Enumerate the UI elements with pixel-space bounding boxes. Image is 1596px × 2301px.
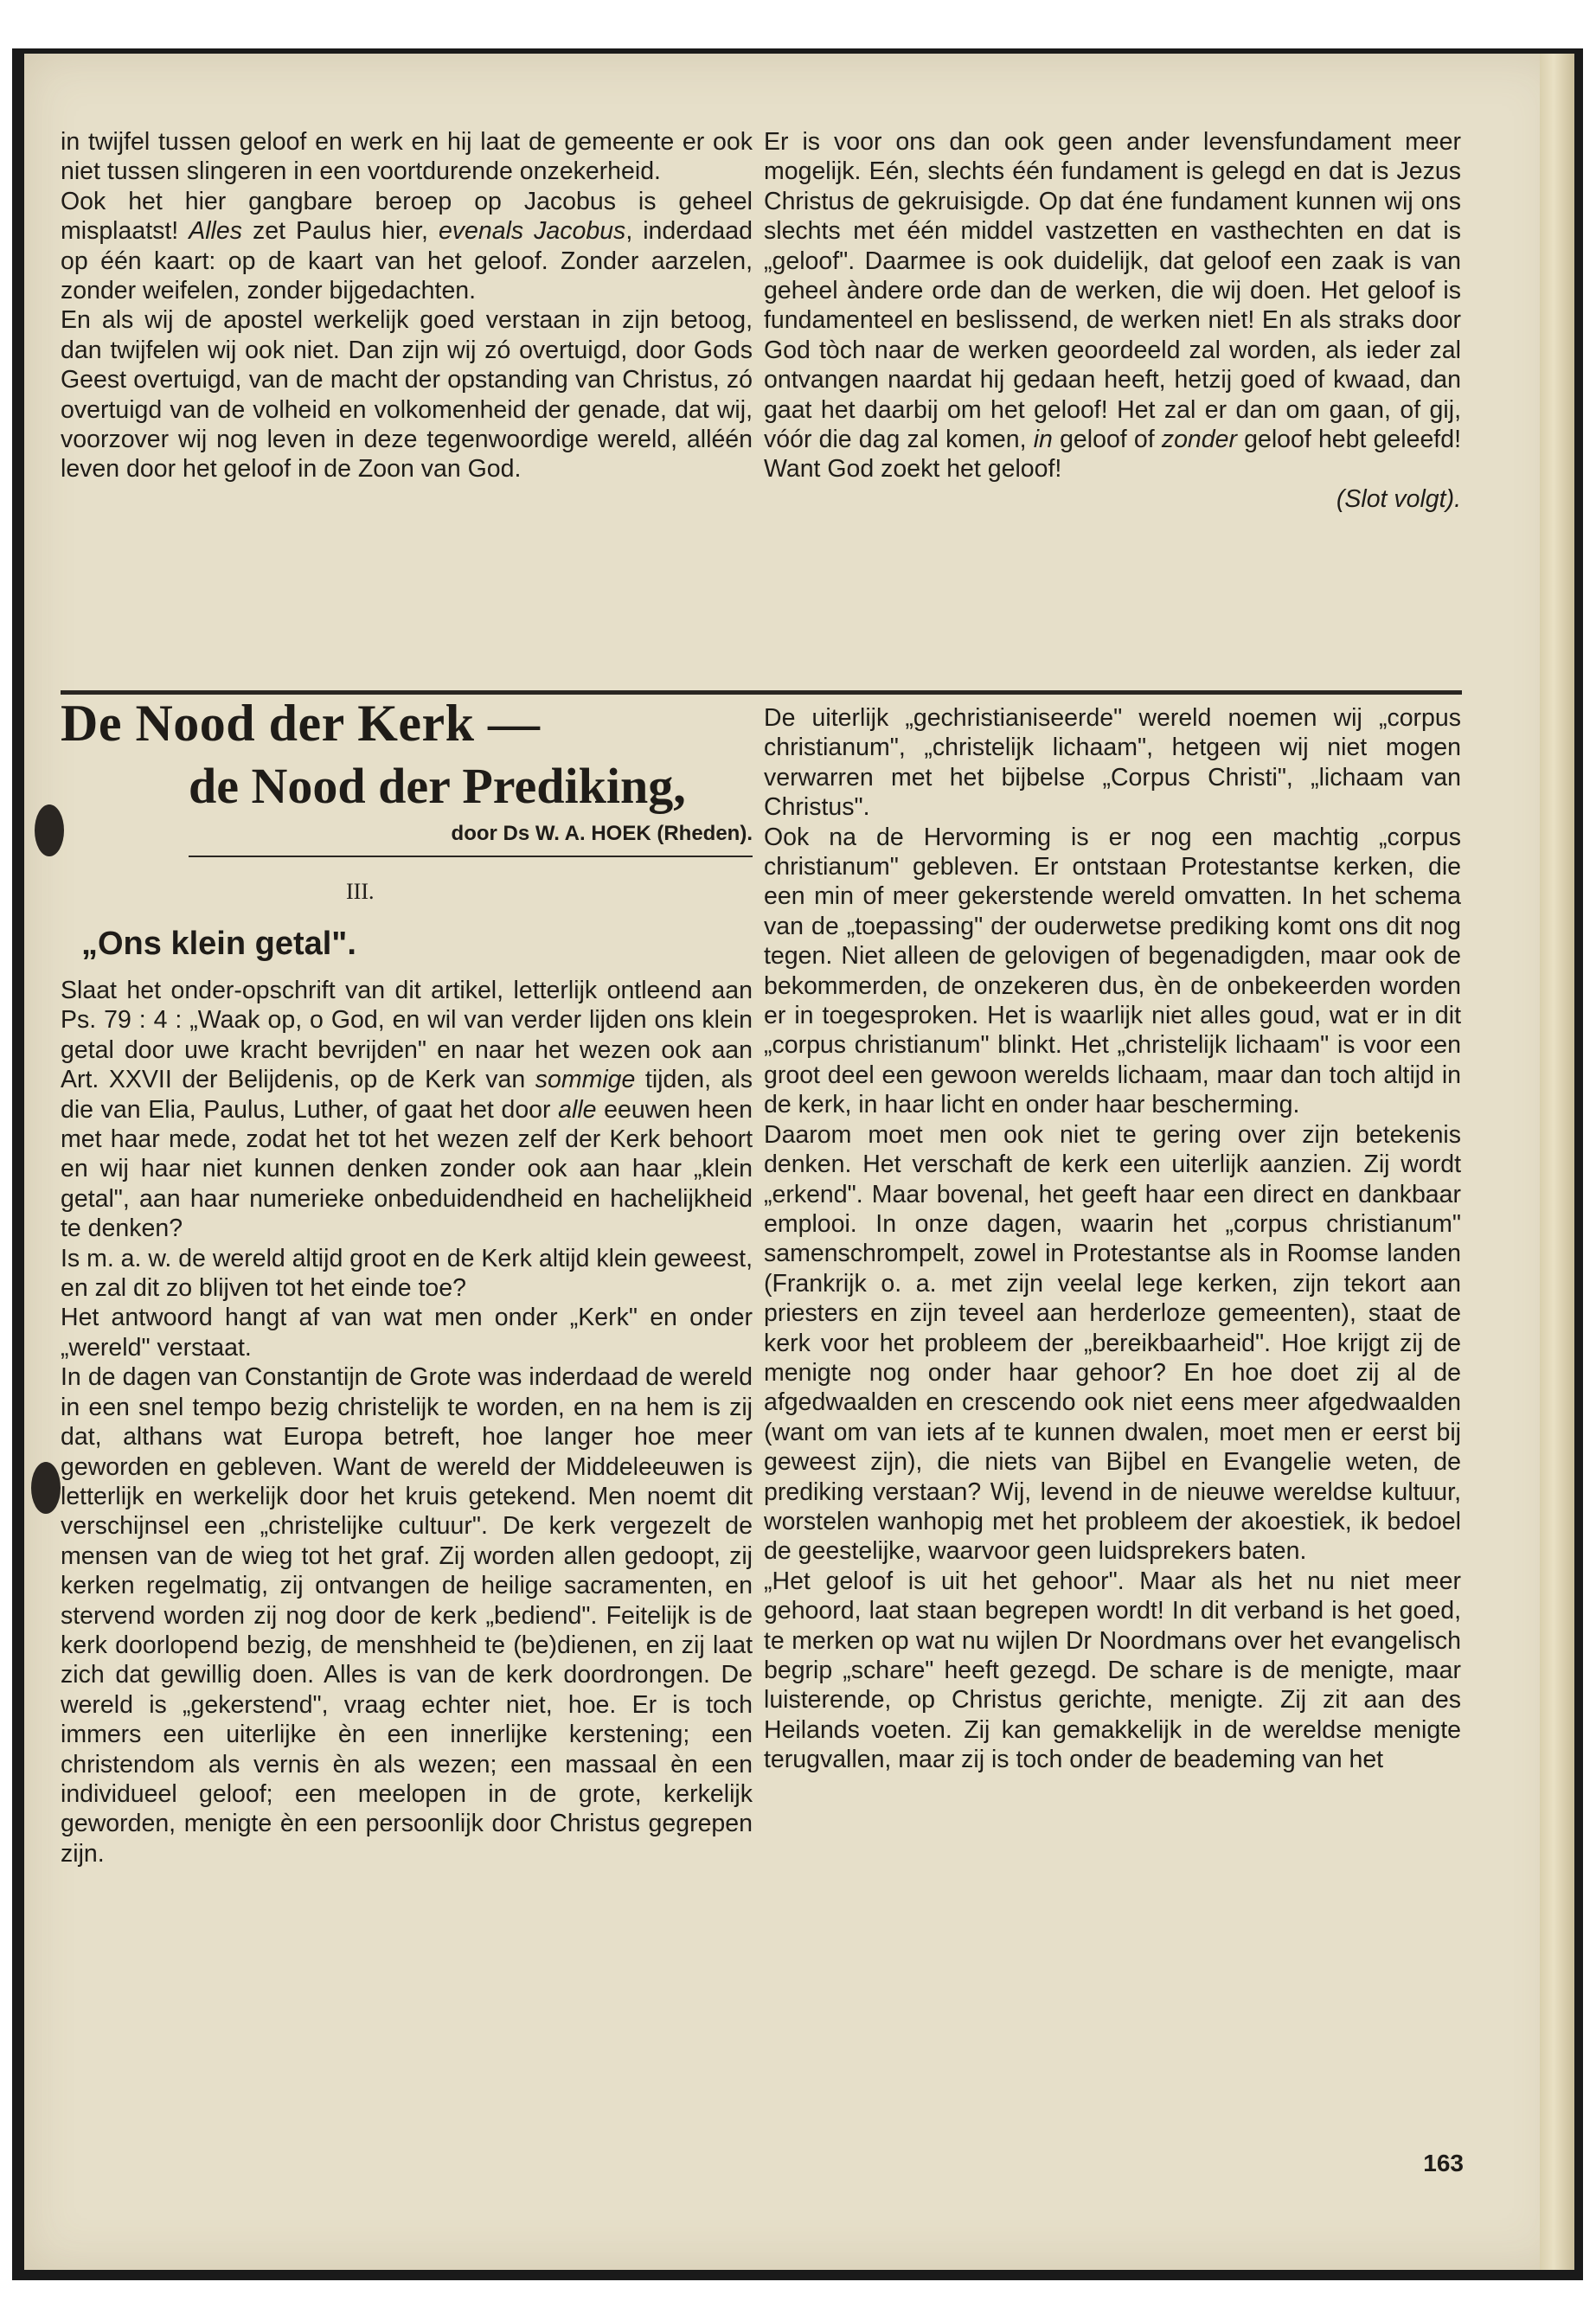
paragraph: Het antwoord hangt af van wat men onder „Kerk" en onder „wereld" verstaat. [61,1304,753,1362]
article-headline-continued: de Nood der Prediking, [189,758,686,814]
paragraph: Is m. a. w. de wereld altijd groot en de Kerk altijd klein geweest, en zal dit zo blijven tot het einde toe? [61,1244,753,1303]
emphasis: sommige [535,1066,636,1094]
paragraph: Ook na de Hervorming is er nog een machtig „corpus christianum" gebleven. Er ontstaan Protestantse kerken, die een min of meer gekerstende wereld omvatten. In het schema van de „toepassing" der ouderwetse prediking komt ons dit nog tegen. Niet alleen de gelovigen of begenadigden, maar ook de bekommerden, de onzekeren dus, èn de onbekeerden worden er in toegesproken. Het is waarlijk niet alles goud, wat er in dit „corpus christianum" blinkt. Het „christelijk lichaam" is voor een groot deel een gewoon werelds lichaam, maar dan toch altijd in de kerk, in haar licht en onder haar bescherming. [764,823,1461,1119]
paragraph [61,187,753,306]
text-run: Er is voor ons dan ook geen ander levensfundament meer mogelijk. Eén, slechts één fundament is gelegd en dat is Jezus Christus de gekruisigde. Op dat éne fundament kunnen wij ons slechts met één middel vastzetten en vasthechten en dat is „geloof". Daarmee is ook duidelijk, dat geloof een zaak is van geheel àndere orde dan de werken, die wij doen. Het geloof is fundamenteel en beslissend, de werken niet! En als straks door God tòch naar de werken geoordeeld zal worden, als ieder zal ontvangen naardat hij gedaan heeft, hetzij goed of kwaad, dan gaat het daarbij om het geloof! Het zal er dan om gaan, of gij, vóór die dag zal komen, [764,128,1461,454]
section-subheading: „Ons klein getal". [81,926,356,962]
paragraph: De uiterlijk „gechristianiseerde" wereld noemen wij „corpus christianum", „christelijk lichaam", hetgeen wij niet mogen verwarren met het bijbelse „Corpus Christi", „lichaam van Christus". [764,704,1461,822]
emphasis: zonder [1161,426,1237,454]
byline-divider [189,856,753,857]
binding-mark [35,804,64,856]
text-run: Ook het hier gangbare beroep op Jacobus is geheel misplaatst! [61,187,753,246]
emphasis: evenals Jacobus [438,217,626,246]
article-left-column [61,976,753,1868]
previous-article-right-column [764,127,1461,514]
text-run: tijden, als die van Elia, Paulus, Luther, of gaat het door [61,1066,753,1124]
binding-mark [31,1462,61,1514]
text-run: , inderdaad op één kaart: op de kaart van het geloof. Zonder aarzelen, zonder weifelen, zonder bijgedachten. [61,217,753,305]
text-run: zet Paulus hier, [241,217,439,246]
paragraph [61,976,753,1244]
paragraph: „Het geloof is uit het gehoor". Maar als het nu niet meer gehoord, laat staan begrepen wordt! In dit verband is het goed, te merken op wat nu wijlen Dr Noordmans over het evangelisch begrip „schare" heeft gezegd. De schare is de menigte, maar luisterende, op Christus gerichte, menigte. Zij zit aan des Heilands voeten. Zij kan gemakkelijk in de wereldse menigte terugvallen, maar zij is toch onder de beademing van het [764,1567,1461,1774]
continued-note: (Slot volgt). [1336,484,1461,513]
text-run: eeuwen heen met haar mede, zodat het tot het wezen zelf der Kerk behoort en wij haar niet kunnen denken zonder ook aan haar „klein getal", aan haar numerieke onbeduidendheid en hachelijkheid te denken? [61,1095,753,1243]
text-run: Slaat het onder-opschrift van dit artikel, letterlijk ontleend aan Ps. 79 : 4 : „Waak op, o God, en wil van verder lijden ons klein getal door uwe kracht bevrijden" en naar het wezen ook aan Art. XXVII der Belijdenis, op de Kerk van [61,977,753,1094]
text-run: geloof hebt geleefd! Want God zoekt het geloof! [764,426,1461,484]
emphasis: Alles [189,217,242,246]
emphasis: alle [558,1095,597,1124]
paragraph: In de dagen van Constantijn de Grote was inderdaad de wereld in een snel tempo bezig christelijk te worden, en na hem is zij dat, althans wat Europa betreft, hoe langer hoe meer geworden en gebleven. Want de wereld der Middeleeuwen is letterlijk en werkelijk door het kruis getekend. Men noemt dit verschijnsel een „christelijke cultuur". De kerk vergezelt de mensen van de wieg tot het graf. Zij worden allen gedoopt, zij kerken regelmatig, zij ontvangen de heilige sacramenten, en stervend worden zij nog door de kerk „bediend". Feitelijk is de kerk doorlopend bezig, de menshheid te (be)dienen, en zij laat zich dat gewillig doen. Alles is van de kerk doordrongen. De wereld is „gekerstend", vraag echter niet, hoe. Er is toch immers een uiterlijke èn een innerlijke kerstening; een christendom als vernis èn als wezen; een massaal èn een individueel geloof; een meelopen in de grote, kerkelijk geworden, menigte èn een persoonlijk door Christus gegrepen zijn. [61,1363,753,1868]
article-right-column [764,703,1461,1775]
byline: door Ds W. A. HOEK (Rheden). [451,822,753,845]
emphasis: in [1033,426,1053,454]
part-number: III. [346,879,375,904]
paragraph: in twijfel tussen geloof en werk en hij laat de gemeente er ook niet tussen slingeren in een voortdurende onzekerheid. [61,128,753,186]
page-edge [1540,54,1574,2270]
paragraph: Daarom moet men ook niet te gering over zijn betekenis denken. Het verschaft de kerk een uiterlijk aanzien. Zij wordt „erkend". Maar bovenal, het geeft haar een direct en dankbaar emplooi. In onze dagen, waarin het „corpus christianum" samenschrompelt, zowel in Protestantse als in Roomse landen (Frankrijk o. a. met zijn veelal lege kerken, zijn tekort aan priesters en zijn teveel aan herderloze gemeenten), staat de kerk voor het probleem der „bereikbaarheid". Hoe krijgt zij de menigte nog onder haar gehoor? En hoe doet zij al de afgedwaalden en crescendo ook niet eens meer afgedwaalden (want om van iets af te kunnen dwalen, moet men er eerst bij geweest zijn), die niets van Bijbel en Evangelie weten, de prediking verstaan? Wij, levend in de nieuwe wereldse kultuur, worstelen wanhopig met het probleem der akoestiek, ik bedoel de geestelijke, waarvoor geen luidsprekers baten. [764,1120,1461,1566]
paragraph [764,127,1461,484]
paragraph: En als wij de apostel werkelijk goed verstaan in zijn betoog, dan twijfelen wij ook niet. Dan zijn wij zó overtuigd, door Gods Geest overtuigd, van de macht der opstanding van Christus, zó overtuigd van de volheid en volkomenheid der genade, dat wij, voorzover wij nog leven in deze tegenwoordige wereld, alléén leven door het geloof in de Zoon van God. [61,306,753,484]
article-headline: De Nood der Kerk — [61,695,541,752]
text-run: geloof of [1052,426,1162,454]
page-number: 163 [1423,2150,1464,2176]
previous-article-left-column [61,127,753,484]
